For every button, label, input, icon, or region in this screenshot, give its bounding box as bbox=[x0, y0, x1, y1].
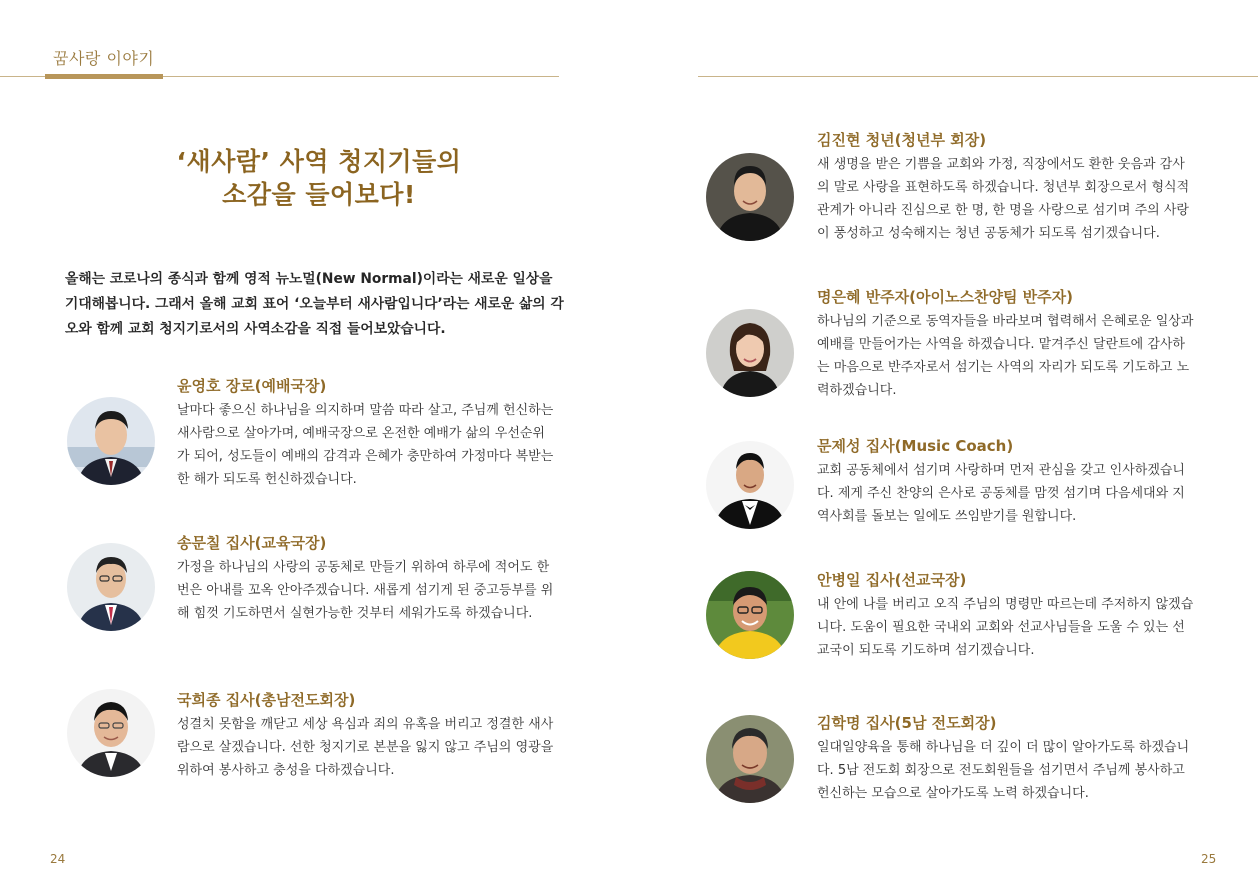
entry-item bbox=[817, 130, 1195, 245]
entry-body: 가정을 하나님의 사랑의 공동체로 만들기 위하여 하루에 적어도 한 번은 아내를 꼬옥 안아주겠습니다. 새롭게 섬기게 된 중고등부를 위해 힘껏 기도하면서 실현가능한 것부터 세워가도록 하겠습니다. bbox=[177, 560, 554, 621]
portrait-photo bbox=[67, 543, 155, 631]
page-number-right: 25 bbox=[1201, 852, 1217, 866]
right-page bbox=[629, 0, 1258, 892]
portrait-photo bbox=[67, 689, 155, 777]
entry-name: 김진현 청년(청년부 회장) bbox=[817, 131, 987, 149]
entry-name: 문제성 집사(Music Coach) bbox=[817, 437, 1014, 455]
title-line-2: 소감을 들어보다! bbox=[222, 180, 416, 209]
article-title bbox=[100, 145, 538, 211]
entry-name: 윤영호 장로(예배국장) bbox=[177, 377, 327, 395]
section-label: 꿈사랑 이야기 bbox=[53, 49, 155, 68]
portrait-photo bbox=[706, 309, 794, 397]
header-rule-accent bbox=[45, 74, 163, 79]
entry-name: 김학명 집사(5남 전도회장) bbox=[817, 714, 997, 732]
intro-paragraph: 올해는 코로나의 종식과 함께 영적 뉴노멀(New Normal)이라는 새로운 일상을 기대해봅니다. 그래서 올해 교회 표어 ‘오늘부터 새사람입니다’라는 새로운 삶의 각오와 함께 교회 청지기로서의 사역소감을 직접 들어보았습니다. bbox=[65, 271, 564, 337]
entry-item bbox=[177, 376, 555, 491]
portrait-photo bbox=[706, 153, 794, 241]
entry-body: 내 안에 나를 버리고 오직 주님의 명령만 따르는데 주저하지 않겠습니다. 도움이 필요한 국내외 교회와 선교사님들을 도울 수 있는 선교국이 되도록 기도하며 섬기겠습니다. bbox=[817, 597, 1194, 658]
portrait-photo bbox=[706, 715, 794, 803]
entry-item bbox=[817, 713, 1195, 805]
entry-name: 송문칠 집사(교육국장) bbox=[177, 534, 327, 552]
entry-name: 국희종 집사(총남전도회장) bbox=[177, 691, 356, 709]
entry-item bbox=[177, 533, 555, 625]
title-line-1: ‘새사람’ 사역 청지기들의 bbox=[176, 147, 462, 176]
entry-item bbox=[177, 690, 555, 782]
entry-item bbox=[817, 287, 1195, 402]
entry-item bbox=[817, 570, 1195, 662]
portrait-photo bbox=[67, 397, 155, 485]
entry-item bbox=[817, 436, 1195, 528]
entry-name: 안병일 집사(선교국장) bbox=[817, 571, 967, 589]
entry-body: 새 생명을 받은 기쁨을 교회와 가정, 직장에서도 환한 웃음과 감사의 말로 사랑을 표현하도록 하겠습니다. 청년부 회장으로서 형식적 관계가 아니라 진심으로 한 명, 한 명을 사랑으로 섬기며 주의 사랑이 풍성하고 성숙해지는 청년 공동체가 되도록 섬기겠습니다. bbox=[817, 157, 1190, 241]
header-rule bbox=[698, 76, 1258, 77]
entry-name: 명은혜 반주자(아이노스찬양팀 반주자) bbox=[817, 288, 1073, 306]
entry-body: 성결치 못함을 깨닫고 세상 욕심과 죄의 유혹을 버리고 정결한 새사람으로 살겠습니다. 선한 청지기로 본분을 잃지 않고 주님의 영광을 위하여 봉사하고 충성을 다하겠습니다. bbox=[177, 717, 554, 778]
entry-body: 일대일양육을 통해 하나님을 더 깊이 더 많이 알아가도록 하겠습니다. 5남 전도회 회장으로 전도회원들을 섬기면서 주님께 봉사하고 헌신하는 모습으로 살아가도록 노력 하겠습니다. bbox=[817, 740, 1190, 801]
entry-body: 하나님의 기준으로 동역자들을 바라보며 협력해서 은혜로운 일상과 예배를 만들어가는 사역을 하겠습니다. 맡겨주신 달란트에 감사하는 마음으로 반주자로서 섬기는 사역의 자리가 되도록 기도하고 노력하겠습니다. bbox=[817, 314, 1194, 398]
portrait-photo bbox=[706, 571, 794, 659]
portrait-photo bbox=[706, 441, 794, 529]
entry-body: 날마다 좋으신 하나님을 의지하며 말씀 따라 살고, 주님께 헌신하는 새사람으로 살아가며, 예배국장으로 온전한 예배가 삶의 우선순위가 되어, 성도들이 예배의 감격과 은혜가 충만하여 가정마다 복받는 한 해가 되도록 헌신하겠습니다. bbox=[177, 403, 554, 487]
entry-body: 교회 공동체에서 섬기며 사랑하며 먼저 관심을 갖고 인사하겠습니다. 제게 주신 찬양의 은사로 공동체를 맘껏 섬기며 다음세대와 지역사회를 돌보는 일에도 쓰임받기를 원합니다. bbox=[817, 463, 1185, 524]
page-number-left: 24 bbox=[50, 852, 66, 866]
